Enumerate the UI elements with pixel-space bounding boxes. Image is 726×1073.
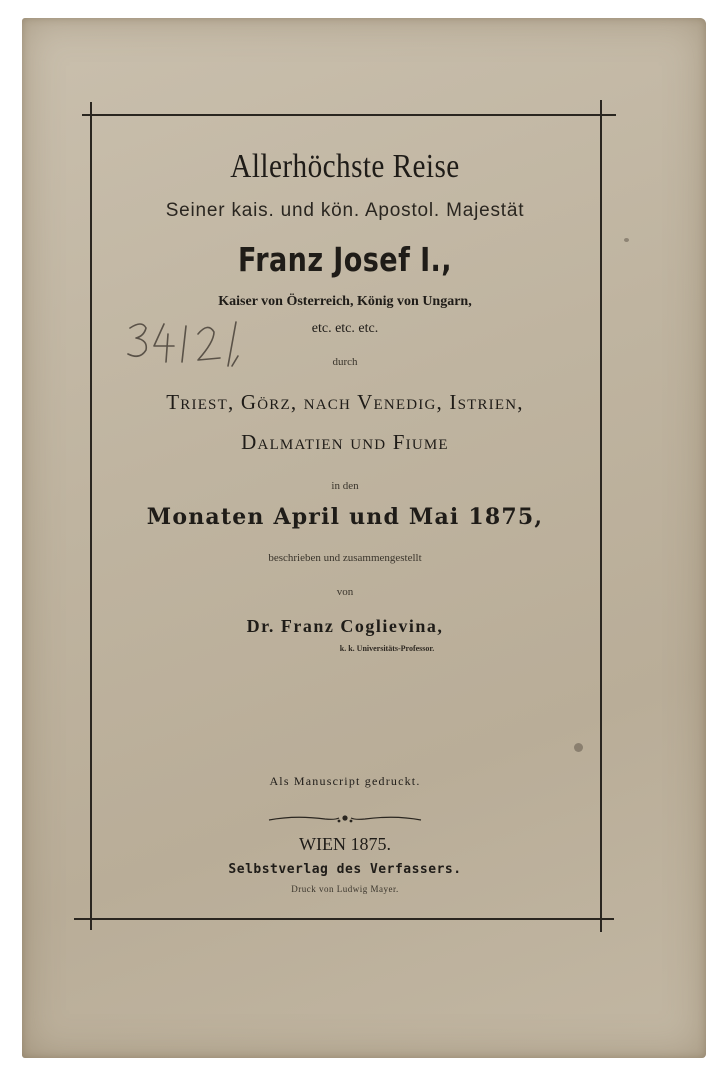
frame-right-line (600, 100, 602, 932)
paper-spot (624, 238, 629, 242)
months-line: Monaten April und Mai 1875, (146, 504, 544, 530)
title-page (90, 112, 600, 918)
durch-text: durch (332, 356, 358, 368)
places-line-1: Triest, Görz, nach Venedig, Istrien, (166, 390, 524, 414)
von-text: von (336, 586, 354, 598)
author-name: Dr. Franz Coglievina, (246, 616, 444, 636)
place-year: WIEN 1875. (299, 834, 391, 854)
frame-bottom-line (74, 918, 614, 920)
described-text: beschrieben und zusammengestellt (268, 552, 422, 564)
emperor-titles: Kaiser von Österreich, König von Ungarn, (218, 294, 472, 309)
book-subtitle: Seiner kais. und kön. Apostol. Majestät (165, 200, 525, 221)
publisher: Selbstverlag des Verfassers. (228, 862, 462, 877)
emperor-name: Franz Josef I., (238, 240, 452, 279)
places-line-2: Dalmatien und Fiume (241, 430, 449, 454)
ornament-divider-icon (265, 812, 425, 826)
manuscript-note: Als Manuscript gedruckt. (269, 774, 421, 788)
in-den-text: in den (331, 480, 359, 492)
printer: Druck von Ludwig Mayer. (291, 884, 399, 894)
book-title: Allerhöchste Reise (230, 148, 460, 185)
handwritten-catalog-number-icon (124, 316, 254, 374)
etc-line: etc. etc. etc. (311, 321, 379, 336)
author-title: k. k. Universitäts-Professor. (339, 644, 435, 653)
